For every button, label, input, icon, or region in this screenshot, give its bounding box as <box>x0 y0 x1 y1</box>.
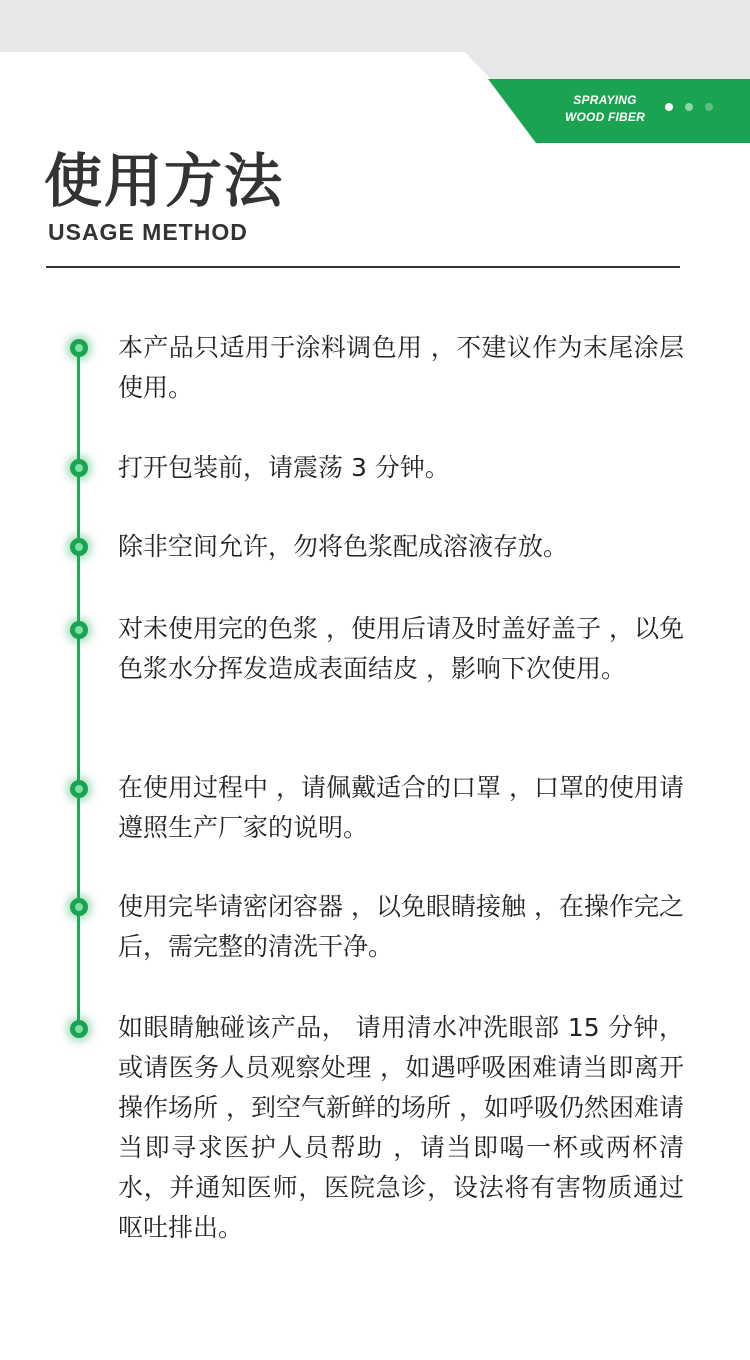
list-item: 打开包装前，请震荡 3 分钟。 <box>118 453 450 482</box>
brand-tab-line2: WOOD FIBER <box>565 110 645 124</box>
list-item: 如眼睛触碰该产品， 请用清水冲洗眼部 15 分钟， 或请医务人员观察处理 ，如遇呼吸困难请当即离开操作场所 ，到空气新鲜的场所 ，如呼吸仍然困难请当即寻求医护人员帮助 ，请当即喝一杯或两杯清水，并通知医师，医院急诊，设法将有害物质通过呕吐排出。 <box>118 1013 684 1242</box>
bullet-icon <box>70 780 88 798</box>
bullet-icon <box>70 621 88 639</box>
list-item: 使用完毕请密闭容器 ，以免眼睛接触 ，在操作完之后，需完整的清洗干净。 <box>118 892 684 961</box>
bullet-icon <box>70 1020 88 1038</box>
list-item: 在使用过程中 ，请佩戴适合的口罩 ，口罩的使用请遵照生产厂家的说明。 <box>118 773 684 842</box>
divider <box>46 266 680 268</box>
page-subtitle: USAGE METHOD <box>48 219 248 245</box>
bullet-icon <box>70 538 88 556</box>
brand-tab-line1: SPRAYING <box>573 93 637 107</box>
bullet-icon <box>70 339 88 357</box>
timeline-line <box>77 347 80 1030</box>
pagination-dots <box>665 103 713 111</box>
dot-icon <box>665 103 673 111</box>
bullet-icon <box>70 459 88 477</box>
list-item: 除非空间允许，勿将色浆配成溶液存放。 <box>118 532 569 561</box>
dot-icon <box>685 103 693 111</box>
brand-tab-text <box>545 92 665 126</box>
list-item: 对未使用完的色浆 ，使用后请及时盖好盖子 ，以免色浆水分挥发造成表面结皮 ，影响下次使用。 <box>118 614 684 683</box>
page-title: 使用方法 <box>44 147 285 215</box>
bullet-icon <box>70 898 88 916</box>
list-item: 本产品只适用于涂料调色用 ，不建议作为末尾涂层使用。 <box>118 333 684 402</box>
dot-icon <box>705 103 713 111</box>
